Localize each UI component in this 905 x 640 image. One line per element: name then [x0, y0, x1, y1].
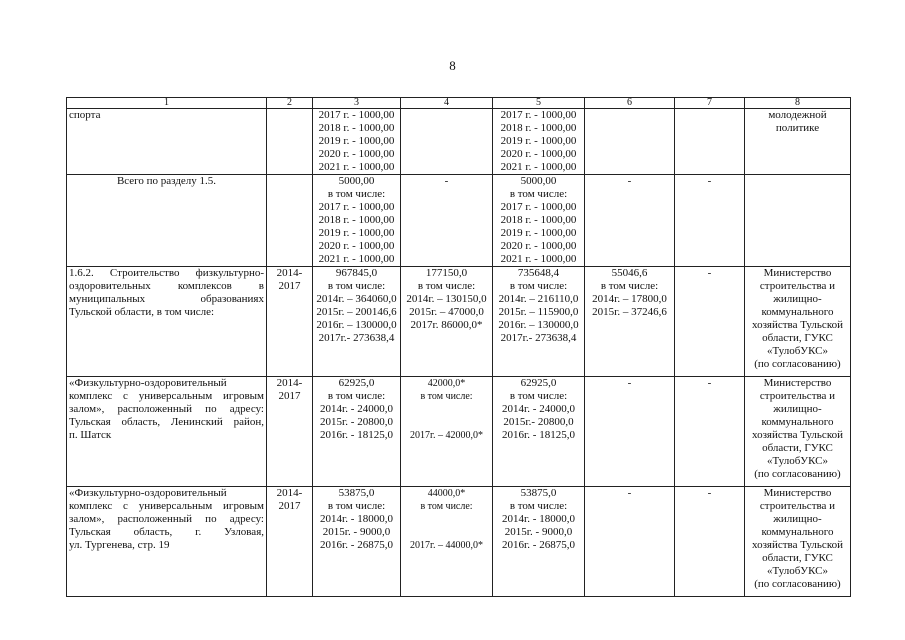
cell-line: (по согласованию) [754, 578, 841, 590]
cell-line: 2019 г. - 1000,00 [500, 135, 577, 147]
cell-line: в том числе: [509, 280, 568, 292]
cell-line: 2017 г. - 1000,00 [500, 201, 577, 213]
cell-line: 5000,00 [338, 175, 375, 187]
cell-line: 2020 г. - 1000,00 [318, 240, 395, 252]
cell-line: 2015г. – 200146,6 [316, 306, 397, 318]
period-cell [267, 175, 313, 267]
cell-line: 2020 г. - 1000,00 [318, 148, 395, 160]
cell-line: 2019 г. - 1000,00 [318, 227, 395, 239]
header-row [67, 98, 851, 109]
executor-cell [745, 377, 851, 487]
total-funding-cell [313, 377, 401, 487]
cell-line: 2017г. – 44000,0* [410, 540, 483, 551]
cell-line: 2016г. - 26875,0 [320, 539, 393, 551]
cell-line: 2014- [276, 487, 303, 499]
cell-line: спорта [69, 109, 101, 121]
cell-line: строительства и [759, 280, 836, 292]
period-cell [267, 109, 313, 175]
cell-line: Всего по разделу 1.5. [116, 175, 217, 187]
local-budget-cell [585, 267, 675, 377]
cell-line: залом», расположенный по адресу: [69, 403, 264, 415]
period-cell [267, 377, 313, 487]
cell-line: 53875,0 [520, 487, 557, 499]
cell-line: 62925,0 [520, 377, 557, 389]
cell-line: 42000,0* [427, 378, 466, 389]
event-name-cell [67, 487, 267, 597]
cell-line: 2018 г. - 1000,00 [500, 122, 577, 134]
cell-line: 2017 [278, 390, 301, 402]
cell-line: строительства и [759, 500, 836, 512]
cell-line: 2021 г. - 1000,00 [500, 161, 577, 173]
cell-line: 55046,6 [611, 267, 648, 279]
cell-line: в том числе: [327, 280, 386, 292]
other-sources-cell [675, 175, 745, 267]
cell-line: области, ГУКС [762, 332, 833, 344]
regional-budget-cell [493, 487, 585, 597]
total-funding-cell [313, 175, 401, 267]
header-cell: 6 [585, 98, 675, 109]
cell-line: 2015г.- 20800,0 [503, 416, 574, 428]
cell-line: 2014г. – 364060,0 [316, 293, 397, 305]
cell-line: 5000,00 [520, 175, 557, 187]
cell-line: 44000,0* [427, 488, 466, 499]
cell-line: 2014г. – 216110,0 [498, 293, 579, 305]
page-number: 8 [449, 58, 456, 73]
cell-line: в том числе: [327, 390, 386, 402]
federal-budget-cell [401, 487, 493, 597]
cell-line: «Физкультурно-оздоровительный [69, 377, 227, 389]
cell-line: в том числе: [509, 390, 568, 402]
cell-line: Тульской области, в том числе: [69, 306, 215, 318]
header-cell: 4 [401, 98, 493, 109]
cell-line: 1.6.2. Строительство физкультурно- [69, 267, 264, 279]
local-budget-cell [585, 109, 675, 175]
cell-line: (по согласованию) [754, 468, 841, 480]
cell-line: ул. Тургенева, стр. 19 [69, 539, 170, 551]
cell-line: жилищно- [773, 293, 822, 305]
cell-line: жилищно- [773, 403, 822, 415]
cell-line: в том числе: [327, 500, 386, 512]
federal-budget-cell [401, 109, 493, 175]
cell-line: политике [775, 122, 820, 134]
cell-line: 2017 г. - 1000,00 [500, 109, 577, 121]
cell-line: 2014- [276, 377, 303, 389]
cell-line: «ТулобУКС» [767, 565, 828, 577]
cell-line: 2015г. – 115900,0 [498, 306, 579, 318]
executor-cell [745, 487, 851, 597]
cell-line: коммунального [761, 416, 834, 428]
table-row [67, 109, 851, 175]
cell-line: 2014г. – 17800,0 [592, 293, 667, 305]
event-name-cell [67, 109, 267, 175]
cell-line: - [627, 175, 632, 187]
cell-line: 2015г. - 9000,0 [504, 526, 573, 538]
local-budget-cell [585, 487, 675, 597]
cell-line: 2016г. - 18125,0 [502, 429, 575, 441]
cell-line: в том числе: [417, 280, 476, 292]
cell-line: в том числе: [420, 501, 473, 512]
cell-line: 2020 г. - 1000,00 [500, 240, 577, 252]
cell-line: комплекс с универсальным игровым [69, 390, 264, 402]
cell-line: 2017г. – 42000,0* [410, 430, 483, 441]
cell-line: 2017г. 86000,0* [410, 319, 483, 331]
cell-line: 62925,0 [338, 377, 375, 389]
cell-line: - [627, 487, 632, 499]
cell-line: - [627, 377, 632, 389]
other-sources-cell [675, 377, 745, 487]
regional-budget-cell [493, 175, 585, 267]
cell-line: молодежной [768, 109, 827, 121]
table-row [67, 175, 851, 267]
federal-budget-cell [401, 175, 493, 267]
cell-line: Тульская область, Ленинский район, [69, 416, 264, 428]
total-funding-cell [313, 267, 401, 377]
header-cell: 1 [67, 98, 267, 109]
cell-line: 2015г. - 20800,0 [320, 416, 393, 428]
other-sources-cell [675, 487, 745, 597]
federal-budget-cell [401, 267, 493, 377]
cell-line: 2018 г. - 1000,00 [318, 122, 395, 134]
cell-line: 2014- [276, 267, 303, 279]
cell-line: 2015г. – 47000,0 [409, 306, 484, 318]
cell-line: хозяйства Тульской [752, 319, 843, 331]
cell-line: 967845,0 [335, 267, 378, 279]
local-budget-cell [585, 175, 675, 267]
cell-line: строительства и [759, 390, 836, 402]
cell-line: 2017 г. - 1000,00 [318, 201, 395, 213]
cell-line: Министерство [763, 487, 832, 499]
cell-line: в том числе: [420, 391, 473, 402]
table-row [67, 377, 851, 487]
regional-budget-cell [493, 109, 585, 175]
cell-line: в том числе: [600, 280, 659, 292]
total-funding-cell [313, 109, 401, 175]
cell-line: 2018 г. - 1000,00 [318, 214, 395, 226]
cell-line: - [444, 175, 449, 187]
cell-line: (по согласованию) [754, 358, 841, 370]
cell-line: залом», расположенный по адресу: [69, 513, 264, 525]
executor-cell [745, 267, 851, 377]
cell-line: 2017г.- 273638,4 [500, 332, 577, 344]
header-cell: 5 [493, 98, 585, 109]
cell-line: коммунального [761, 526, 834, 538]
cell-line: Министерство [763, 267, 832, 279]
cell-line: 2015г. – 37246,6 [592, 306, 667, 318]
federal-budget-cell [401, 377, 493, 487]
total-funding-cell [313, 487, 401, 597]
cell-line: 2014г. - 18000,0 [320, 513, 393, 525]
period-cell [267, 267, 313, 377]
cell-line: 735648,4 [517, 267, 560, 279]
cell-line: комплекс с универсальным игровым [69, 500, 264, 512]
cell-line: «Физкультурно-оздоровительный [69, 487, 227, 499]
regional-budget-cell [493, 377, 585, 487]
cell-line: - [707, 175, 712, 187]
cell-line: 2020 г. - 1000,00 [500, 148, 577, 160]
table-row [67, 267, 851, 377]
event-name-cell [67, 267, 267, 377]
cell-line: - [707, 377, 712, 389]
event-name-cell [67, 175, 267, 267]
other-sources-cell [675, 267, 745, 377]
cell-line: 2016г. – 130000,0 [498, 319, 579, 331]
cell-line: 177150,0 [425, 267, 468, 279]
cell-line: 2014г. - 24000,0 [502, 403, 575, 415]
cell-line: Тульская область, г. Узловая, [69, 526, 264, 538]
cell-line: хозяйства Тульской [752, 539, 843, 551]
cell-line: - [707, 487, 712, 499]
cell-line: 2014г. - 18000,0 [502, 513, 575, 525]
cell-line: хозяйства Тульской [752, 429, 843, 441]
period-cell [267, 487, 313, 597]
executor-cell [745, 175, 851, 267]
header-cell: 7 [675, 98, 745, 109]
cell-line: 2014г. - 24000,0 [320, 403, 393, 415]
local-budget-cell [585, 377, 675, 487]
table-row [67, 487, 851, 597]
cell-line: 2017 [278, 280, 301, 292]
event-name-cell [67, 377, 267, 487]
cell-line: 2015г. - 9000,0 [322, 526, 391, 538]
header-cell: 8 [745, 98, 851, 109]
cell-line: области, ГУКС [762, 442, 833, 454]
cell-line: муниципальных образованиях [69, 293, 264, 305]
cell-line: в том числе: [327, 188, 386, 200]
cell-line: - [707, 267, 712, 279]
cell-line: оздоровительных комплексов в [69, 280, 264, 292]
cell-line: области, ГУКС [762, 552, 833, 564]
cell-line: 2019 г. - 1000,00 [318, 135, 395, 147]
regional-budget-cell [493, 267, 585, 377]
cell-line: Министерство [763, 377, 832, 389]
cell-line: в том числе: [509, 188, 568, 200]
other-sources-cell [675, 109, 745, 175]
cell-line: 2016г. - 18125,0 [320, 429, 393, 441]
cell-line: 2014г. – 130150,0 [406, 293, 487, 305]
cell-line: 2018 г. - 1000,00 [500, 214, 577, 226]
cell-line: в том числе: [509, 500, 568, 512]
cell-line: 2021 г. - 1000,00 [318, 161, 395, 173]
cell-line: коммунального [761, 306, 834, 318]
cell-line: 2016г. - 26875,0 [502, 539, 575, 551]
cell-line: 53875,0 [338, 487, 375, 499]
header-cell: 2 [267, 98, 313, 109]
cell-line: 2017г.- 273638,4 [318, 332, 395, 344]
cell-line: 2017 [278, 500, 301, 512]
cell-line: 2021 г. - 1000,00 [318, 253, 395, 265]
executor-cell [745, 109, 851, 175]
cell-line: «ТулобУКС» [767, 455, 828, 467]
cell-line: 2017 г. - 1000,00 [318, 109, 395, 121]
header-cell: 3 [313, 98, 401, 109]
cell-line: «ТулобУКС» [767, 345, 828, 357]
cell-line: п. Шатск [69, 429, 112, 441]
program-table [66, 97, 851, 597]
cell-line: 2019 г. - 1000,00 [500, 227, 577, 239]
cell-line: 2021 г. - 1000,00 [500, 253, 577, 265]
cell-line: жилищно- [773, 513, 822, 525]
cell-line: 2016г. – 130000,0 [316, 319, 397, 331]
